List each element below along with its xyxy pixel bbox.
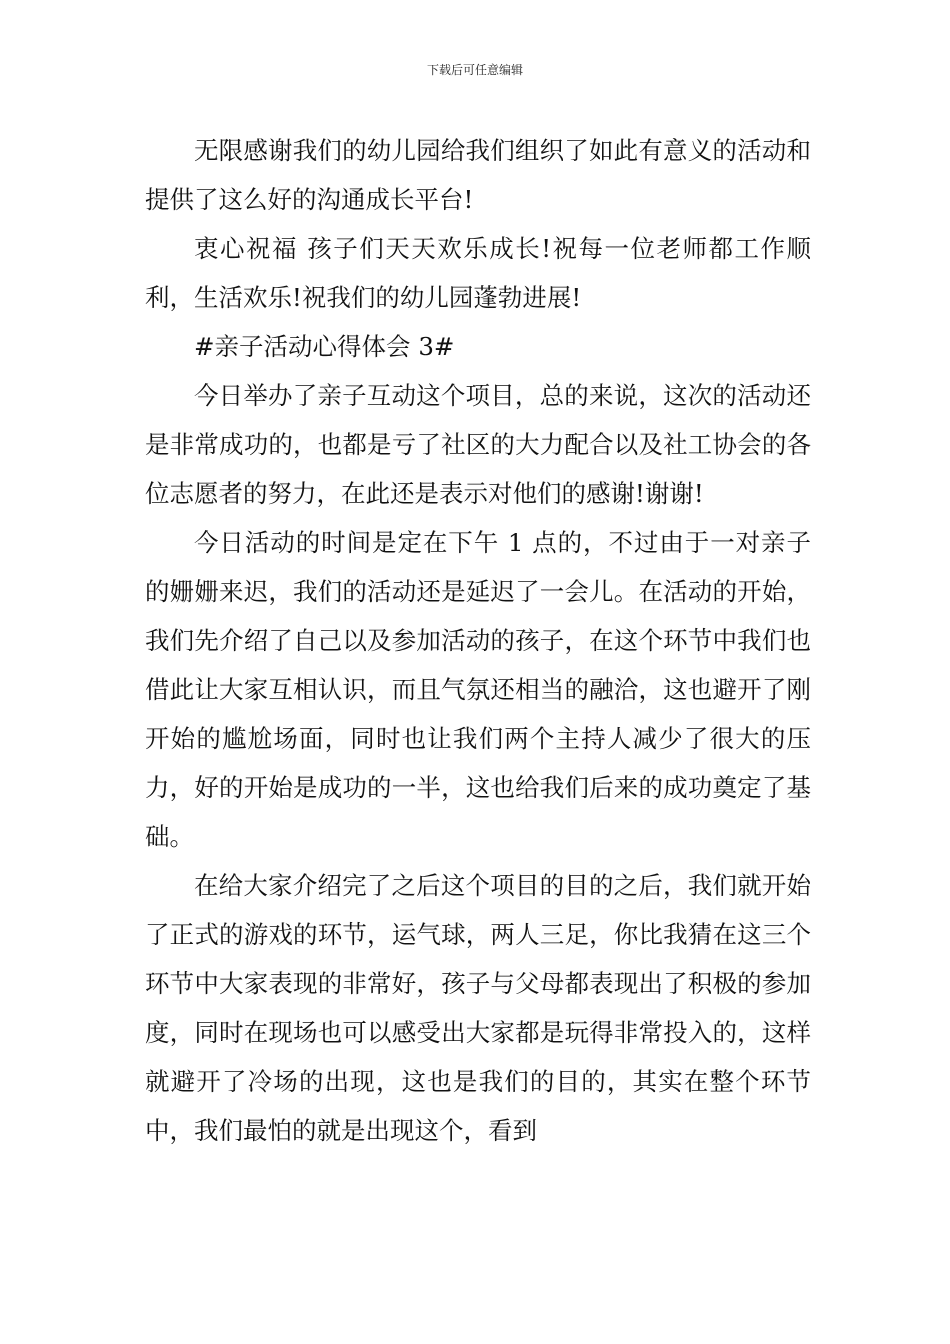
section-heading: #亲子活动心得体会 3# bbox=[194, 332, 455, 361]
paragraph-intro: 今日举办了亲子互动这个项目，总的来说，这次的活动还是非常成功的，也都是亏了社区的大力配合以及社工协会的各位志愿者的努力，在此还是表示对他们的感谢!谢谢! bbox=[145, 381, 811, 508]
document-body bbox=[145, 126, 811, 1155]
page-header: 下载后可任意编辑 bbox=[426, 63, 523, 77]
paragraph-thanks: 无限感谢我们的幼儿园给我们组织了如此有意义的活动和提供了这么好的沟通成长平台! bbox=[145, 136, 811, 214]
paragraph-wishes: 衷心祝福 孩子们天天欢乐成长!祝每一位老师都工作顺利，生活欢乐!祝我们的幼儿园蓬勃进展! bbox=[145, 234, 811, 312]
paragraph-games: 在给大家介绍完了之后这个项目的目的之后，我们就开始了正式的游戏的环节，运气球，两人三足，你比我猜在这三个环节中大家表现的非常好，孩子与父母都表现出了积极的参加度，同时在现场也可以感受出大家都是玩得非常投入的，这样就避开了冷场的出现，这也是我们的目的，其实在整个环节中，我们最怕的就是出现这个，看到 bbox=[145, 871, 811, 1145]
paragraph-start: 今日活动的时间是定在下午 1 点的，不过由于一对亲子的姗姗来迟，我们的活动还是延迟了一会儿。在活动的开始，我们先介绍了自己以及参加活动的孩子，在这个环节中我们也借此让大家互相认识，而且气氛还相当的融洽，这也避开了刚开始的尴尬场面，同时也让我们两个主持人减少了很大的压力，好的开始是成功的一半，这也给我们后来的成功奠定了基础。 bbox=[145, 528, 811, 851]
